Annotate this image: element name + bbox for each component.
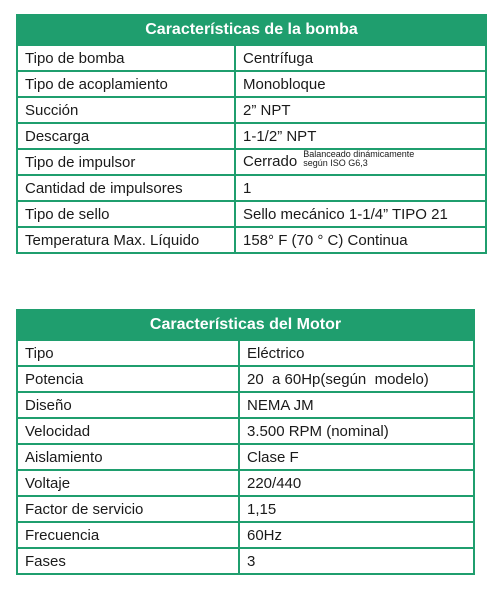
pump-table-title: Características de la bomba <box>17 15 486 45</box>
row-label: Voltaje <box>17 470 239 496</box>
table-row <box>17 175 486 201</box>
row-label: Temperatura Max. Líquido <box>17 227 235 253</box>
row-value: 60Hz <box>239 522 474 548</box>
row-value: Monobloque <box>235 71 486 97</box>
row-value: Eléctrico <box>239 340 474 366</box>
row-label: Succión <box>17 97 235 123</box>
pump-characteristics-table <box>16 14 487 254</box>
balancing-note-line1: Balanceado dinámicamente <box>303 149 415 160</box>
row-label: Tipo de sello <box>17 201 235 227</box>
row-label: Velocidad <box>17 418 239 444</box>
table-row <box>17 522 474 548</box>
row-value: 1,15 <box>239 496 474 522</box>
motor-table-title: Características del Motor <box>17 310 474 340</box>
table-row <box>17 444 474 470</box>
table-row <box>17 97 486 123</box>
row-label: Aislamiento <box>17 444 239 470</box>
table-row <box>17 340 474 366</box>
row-value: 3.500 RPM (nominal) <box>239 418 474 444</box>
table-row <box>17 149 486 175</box>
balancing-note <box>303 150 414 168</box>
row-value: NEMA JM <box>239 392 474 418</box>
row-value: 2” NPT <box>235 97 486 123</box>
row-label: Tipo <box>17 340 239 366</box>
table-row <box>17 470 474 496</box>
table-row <box>17 392 474 418</box>
table-row <box>17 201 486 227</box>
row-value: Clase F <box>239 444 474 470</box>
row-value: Sello mecánico 1-1/4” TIPO 21 <box>235 201 486 227</box>
motor-characteristics-table <box>16 309 475 575</box>
row-label: Cantidad de impulsores <box>17 175 235 201</box>
table-row <box>17 418 474 444</box>
table-row <box>17 123 486 149</box>
row-label: Frecuencia <box>17 522 239 548</box>
row-value: 1 <box>235 175 486 201</box>
row-value: 158° F (70 ° C) Continua <box>235 227 486 253</box>
row-label: Descarga <box>17 123 235 149</box>
row-label: Tipo de acoplamiento <box>17 71 235 97</box>
table-row <box>17 45 486 71</box>
row-label: Tipo de impulsor <box>17 149 235 175</box>
row-value <box>235 149 486 175</box>
row-label: Tipo de bomba <box>17 45 235 71</box>
row-label: Fases <box>17 548 239 574</box>
table-row <box>17 496 474 522</box>
table-row <box>17 227 486 253</box>
row-label: Diseño <box>17 392 239 418</box>
table-row <box>17 548 474 574</box>
row-value: Centrífuga <box>235 45 486 71</box>
row-value: 3 <box>239 548 474 574</box>
row-value: 220/440 <box>239 470 474 496</box>
row-label: Factor de servicio <box>17 496 239 522</box>
row-value: 20 a 60Hp(según modelo) <box>239 366 474 392</box>
table-row <box>17 366 474 392</box>
table-row <box>17 71 486 97</box>
impeller-type-value: Cerrado <box>243 152 298 170</box>
row-value: 1-1/2” NPT <box>235 123 486 149</box>
row-label: Potencia <box>17 366 239 392</box>
balancing-note-line2: según ISO G6,3 <box>303 158 368 169</box>
